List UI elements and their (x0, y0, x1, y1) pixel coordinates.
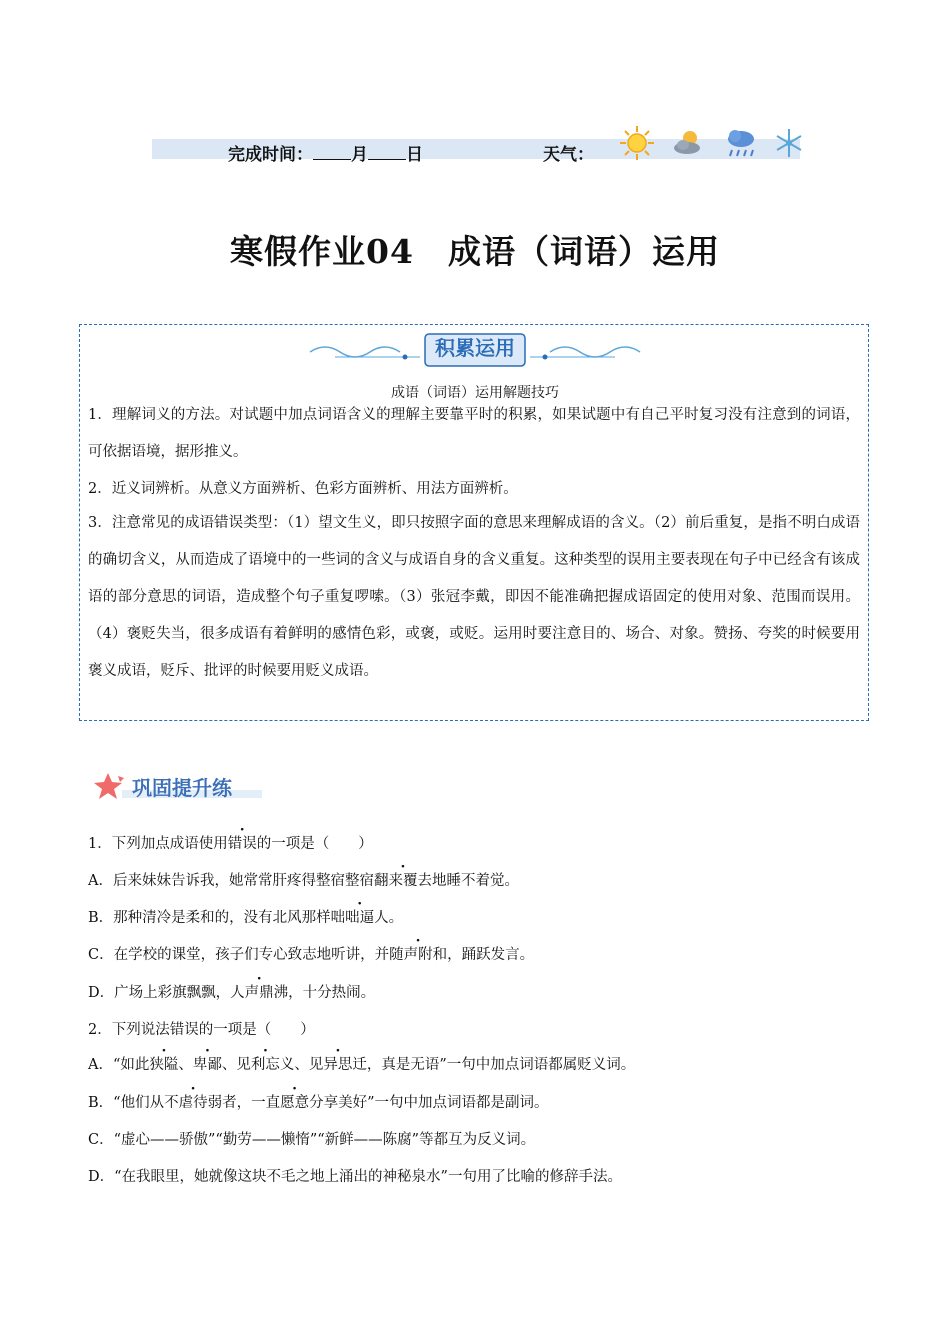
question-2-option-d[interactable]: D．“在我眼里，她就像这块不毛之地上涌出的神秘泉水”一句用了比喻的修辞手法。 (88, 1169, 622, 1185)
dotted-idiom: 人声鼎沸 (230, 985, 289, 1001)
dotted-idiom: 咄咄逼人 (330, 910, 389, 926)
question-1-option-a[interactable]: A．后来妹妹告诉我，她常常肝疼得整宿整宿翻来覆去地睡不着觉。 (88, 873, 519, 889)
completion-time (228, 140, 423, 165)
question-1-option-c[interactable]: C．在学校的课堂，孩子们专心致志地听讲，并随声附和，踊跃发言。 (88, 947, 535, 963)
question-2-stem: 2．下列说法错误的一项是（ ） (88, 1022, 315, 1038)
section-title: 巩固提升练 (132, 776, 232, 800)
sun-icon[interactable] (618, 124, 656, 162)
dotted-idiom: 翻来覆去 (373, 873, 432, 889)
dotted-word: 卑鄙 (192, 1057, 222, 1073)
dotted-idiom: 随声附和 (389, 947, 448, 963)
partly-cloudy-icon[interactable] (670, 124, 708, 162)
dotted-word: 见利忘义 (236, 1057, 295, 1073)
completion-label: 完成时间： (228, 145, 313, 165)
page-title: 寒假作业04 成语（词语）运用 (230, 232, 720, 271)
tip-paragraph-2: 2．近义词辨析。从意义方面辨析、色彩方面辨析、用法方面辨析。 (88, 481, 518, 497)
dotted-word: 愿意 (280, 1095, 310, 1111)
question-2-option-c[interactable]: C．“虚心——骄傲”“勤劳——懒惰”“新鲜——陈腐”等都互为反义词。 (88, 1132, 536, 1148)
question-1-option-d[interactable]: D．广场上彩旗飘飘，人声鼎沸，十分热闹。 (88, 985, 376, 1001)
dotted-word: 见异思迁 (308, 1057, 367, 1073)
dotted-word: 狭隘 (149, 1057, 179, 1073)
dotted-word: 虐待 (178, 1095, 208, 1111)
question-2-option-b[interactable]: B．“他们从不虐待弱者，一直愿意分享美好”一句中加点词语都是副词。 (88, 1095, 549, 1111)
rain-icon[interactable] (722, 124, 760, 162)
tip-paragraph-3: 3．注意常见的成语错误类型：（1）望文生义，即只按照字面的意思来理解成语的含义。（2）前后重复，是指不明白成语的确切含义，从而造成了语境中的一些词的含义与成语自身的含义重复。这种类型的误用主要表现在句子中已经含有该成语的部分意思的词语，造成整个句子重复啰嗦。（3）张冠李戴，即因不能准确把握成语固定的使用对象、范围而误用。（4）褒贬失当，很多成语有着鲜明的感情色彩，或褒，或贬。运用时要注意目的、场合、对象。赞扬、夸奖的时候要用褒义成语，贬斥、批评的时候要用贬义成语。 (88, 515, 860, 679)
weather-icons (618, 124, 808, 162)
month-label: 月 (351, 145, 368, 165)
day-blank[interactable] (368, 145, 406, 160)
day-label: 日 (406, 145, 423, 165)
question-2-option-a[interactable]: A．“如此狭隘、卑鄙、见利忘义、见异思迁，真是无语”一句中加点词语都属贬义词。 (88, 1057, 636, 1073)
emphasis-dots: 错误 (227, 836, 257, 852)
tips-subtitle: 成语（词语）运用解题技巧 (391, 385, 559, 401)
month-blank[interactable] (313, 145, 351, 160)
question-1-stem: 1．下列加点成语使用错误的一项是（ ） (88, 836, 373, 852)
question-1-option-b[interactable]: B．那种清冷是柔和的，没有北风那样咄咄逼人。 (88, 910, 404, 926)
tip-paragraph-1: 1．理解词义的方法。对试题中加点词语含义的理解主要靠平时的积累，如果试题中有自己平时复习没有注意到的词语，可依据语境，据形推义。 (88, 407, 860, 460)
banner-label: 积累运用 (435, 336, 515, 360)
snowflake-icon[interactable] (770, 124, 808, 162)
weather-label: 天气： (543, 145, 594, 165)
